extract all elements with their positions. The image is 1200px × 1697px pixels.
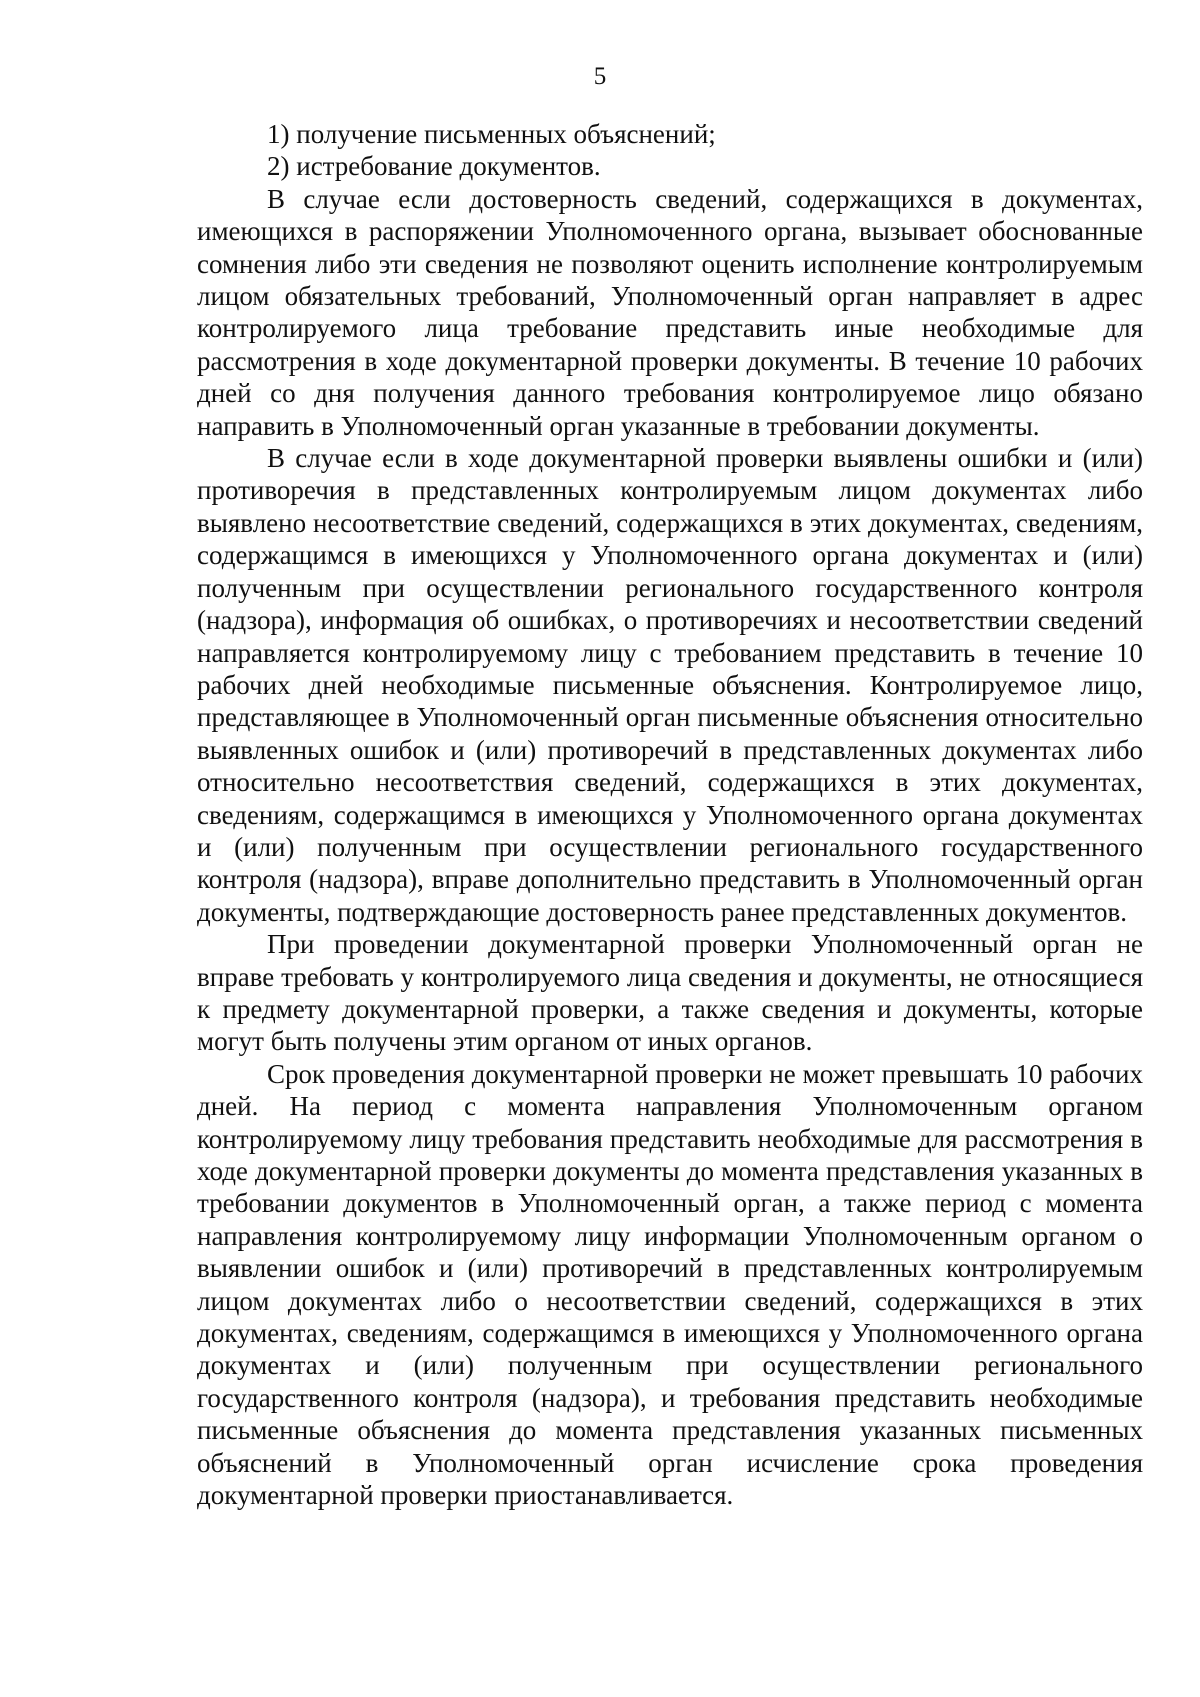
paragraph: При проведении документарной проверки Уполномоченный орган не вправе требовать у контролируемого лица сведения и документы, не относящиеся к предмету документарной проверки, а также сведения и документы, которые могут быть получены этим органом от иных органов. <box>197 929 1143 1057</box>
document-body <box>197 118 1143 1511</box>
list-item: 1) получение письменных объяснений; <box>267 119 716 149</box>
paragraph: Срок проведения документарной проверки не может превышать 10 рабочих дней. На период с момента направления Уполномоченным органом контролируемому лицу требования представить необходимые для рассмотрения в ходе документарной проверки документы до момента представления указанных в требовании документов в Уполномоченный орган, а также период с момента направления контролируемому лицу информации Уполномоченным органом о выявлении ошибок и (или) противоречий в представленных контролируемым лицом документах либо о несоответствии сведений, содержащихся в этих документах, сведениям, содержащимся в имеющихся у Уполномоченного органа документах и (или) полученным при осуществлении регионального государственного контроля (надзора), и требования представить необходимые письменные объяснения до момента представления указанных письменных объяснений в Уполномоченный орган исчисление срока проведения документарной проверки приостанавливается. <box>197 1058 1143 1511</box>
paragraph: В случае если достоверность сведений, содержащихся в документах, имеющихся в распоряжении Уполномоченного органа, вызывает обоснованные сомнения либо эти сведения не позволяют оценить исполнение контролируемым лицом обязательных требований, Уполномоченный орган направляет в адрес контролируемого лица требование представить иные необходимые для рассмотрения в ходе документарной проверки документы. В течение 10 рабочих дней со дня получения данного требования контролируемое лицо обязано направить в Уполномоченный орган указанные в требовании документы. <box>197 183 1143 441</box>
page-number: 5 <box>593 63 607 90</box>
list-item: 2) истребование документов. <box>267 151 601 182</box>
paragraph: В случае если в ходе документарной проверки выявлены ошибки и (или) противоречия в представленных контролируемым лицом документах либо выявлено несоответствие сведений, содержащихся в этих документах, сведениям, содержащимся в имеющихся у Уполномоченного органа документах и (или) полученным при осуществлении регионального государственного контроля (надзора), информация об ошибках, о противоречиях и несоответствии сведений направляется контролируемому лицу с требованием представить в течение 10 рабочих дней необходимые письменные объяснения. Контролируемое лицо, представляющее в Уполномоченный орган письменные объяснения относительно выявленных ошибок и (или) противоречий в представленных документах либо относительно несоответствия сведений, содержащихся в этих документах, сведениям, содержащимся в имеющихся у Уполномоченного органа документах и (или) полученным при осуществлении регионального государственного контроля (надзора), вправе дополнительно представить в Уполномоченный орган документы, подтверждающие достоверность ранее представленных документов. <box>197 443 1143 927</box>
